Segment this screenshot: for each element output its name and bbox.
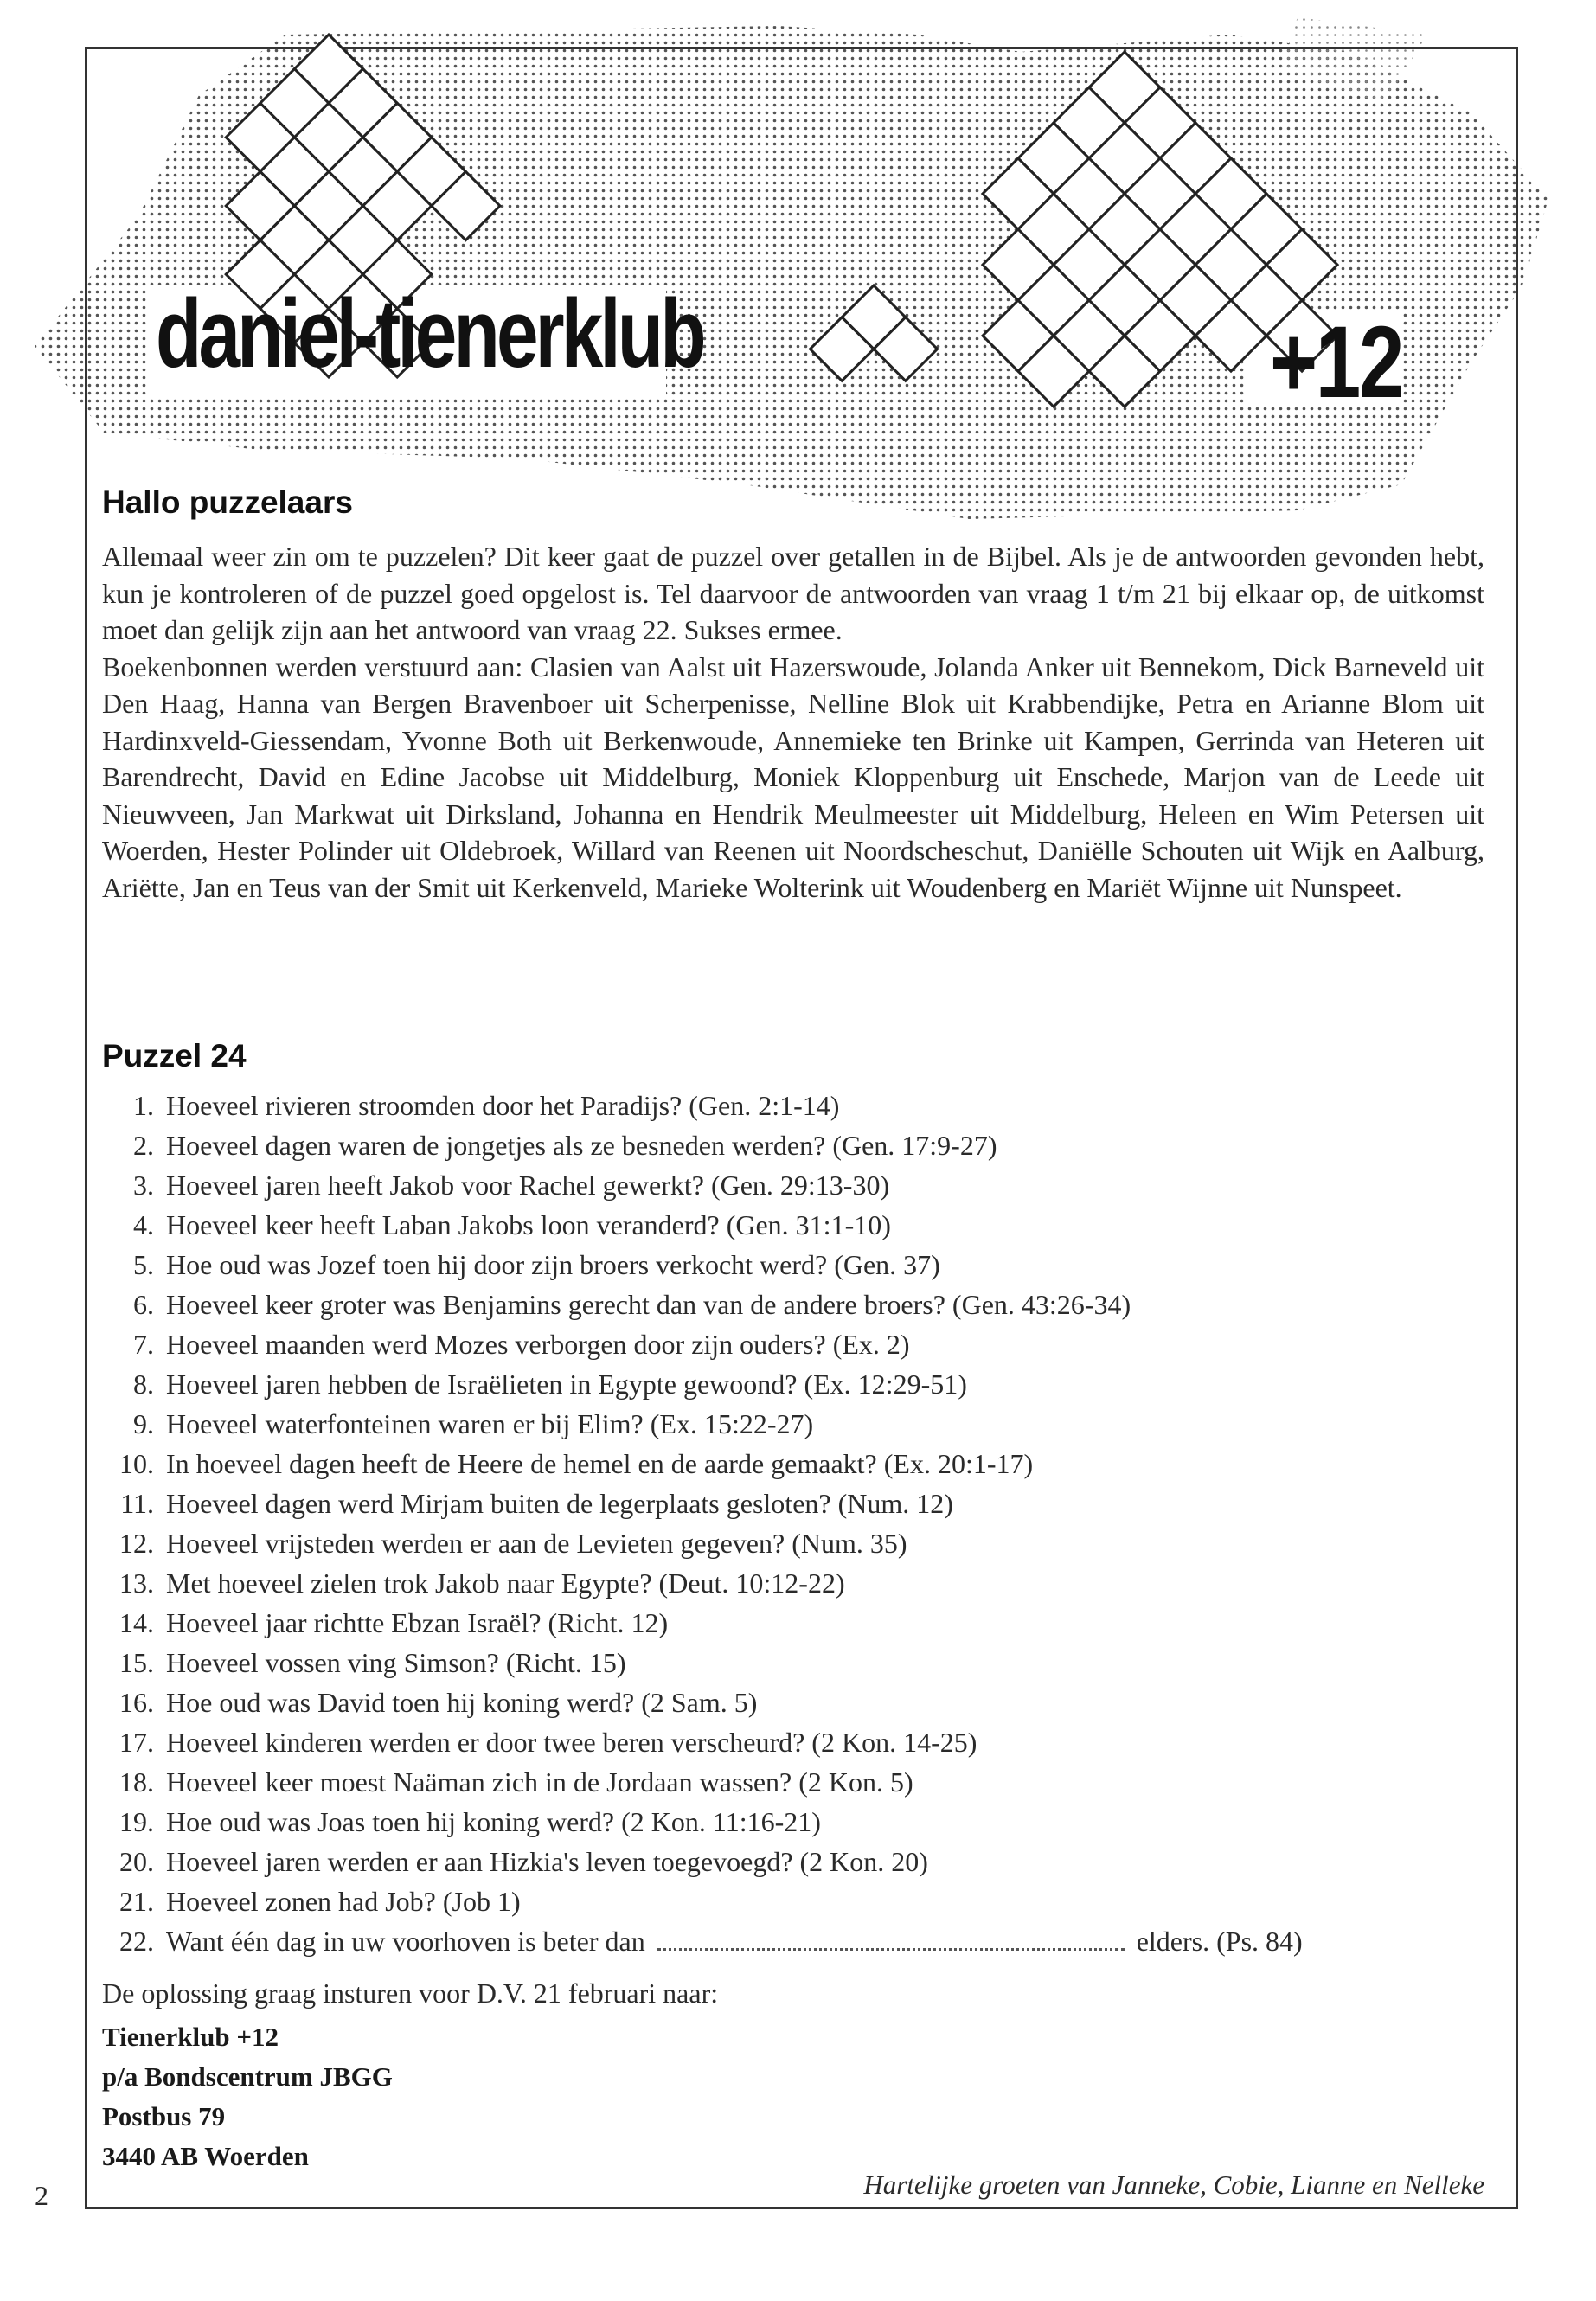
question-text: Hoe oud was David toen hij koning werd? (2 Sam. 5) xyxy=(166,1687,758,1718)
intro-paragraph: Allemaal weer zin om te puzzelen? Dit keer gaat de puzzel over getallen in de Bijbel. Als je de antwoorden gevonden hebt, kun je kontroleren of de puzzel goed opgelost is. Tel daarvoor de antwoorden van vraag 1 t/m 21 bij elkaar op, de uitkomst moet dan gelijk zijn aan het antwoord van vraag 22. Sukses ermee. xyxy=(102,541,1484,645)
address-line: Postbus 79 xyxy=(102,2101,226,2131)
question-text: Hoeveel vrijsteden werden er aan de Levieten gegeven? (Num. 35) xyxy=(166,1528,907,1559)
question-number: 12. xyxy=(119,1528,154,1559)
question-item xyxy=(102,1448,1484,1488)
question-text: Hoeveel keer heeft Laban Jakobs loon veranderd? (Gen. 31:1-10) xyxy=(166,1209,891,1240)
question-number: 8. xyxy=(133,1368,154,1400)
winners-paragraph: Boekenbonnen werden verstuurd aan: Clasien van Aalst uit Hazerswoude, Jolanda Anker uit Bennekom, Dick Barneveld uit Den Haag, Hanna van Bergen Bravenboer uit Scherpenisse, Nelline Blok uit Krabbendijke, Petra en Arianne Blom uit Hardinxveld-Giessendam, Yvonne Both uit Berkenwoude, Annemieke ten Brinke uit Kampen, Gerrinda van Heteren uit Barendrecht, David en Edine Jacobse uit Middelburg, Moniek Kloppenburg uit Enschede, Marjon van de Leede uit Nieuwveen, Jan Markwat uit Dirksland, Johanna en Hendrik Meulmeester uit Middelburg, Heleen en Wim Petersen uit Woerden, Hester Polinder uit Oldebroek, Willard van Reenen uit Noordscheschut, Daniëlle Schouten uit Wijk en Aalburg, Ariëtte, Jan en Teus van der Smit uit Kerkenveld, Marieke Wolterink uit Woudenberg en Mariët Wijnne uit Nunspeet. xyxy=(102,651,1484,903)
question-number: 18. xyxy=(119,1766,154,1798)
intro-heading: Hallo puzzelaars xyxy=(102,484,353,520)
intro-text xyxy=(102,538,1484,906)
question-text: Hoeveel vossen ving Simson? (Richt. 15) xyxy=(166,1647,626,1678)
header-crossword-art xyxy=(0,0,1596,519)
question-number: 13. xyxy=(119,1567,154,1599)
question-text: Hoeveel dagen werd Mirjam buiten de legerplaats gesloten? (Num. 12) xyxy=(166,1488,953,1519)
question-number: 19. xyxy=(119,1806,154,1837)
question-number: 4. xyxy=(133,1209,154,1240)
question-number: 1. xyxy=(133,1090,154,1121)
question-text: Hoeveel rivieren stroomden door het Paradijs? (Gen. 2:1-14) xyxy=(166,1090,840,1121)
klub-title: daniel-tienerklub xyxy=(156,279,703,388)
address-line: p/a Bondscentrum JBGG xyxy=(102,2061,393,2092)
question-item xyxy=(102,1249,1484,1289)
answer-blank-line[interactable] xyxy=(657,1929,1125,1951)
question-number: 14. xyxy=(119,1607,154,1638)
question-item xyxy=(102,1209,1484,1249)
question-text: In hoeveel dagen heeft de Heere de hemel en de aarde gemaakt? (Ex. 20:1-17) xyxy=(166,1448,1034,1479)
question-text: Hoeveel keer groter was Benjamins gerecht dan van de andere broers? (Gen. 43:26-34) xyxy=(166,1289,1131,1320)
question-number: 20. xyxy=(119,1846,154,1877)
question-number: 6. xyxy=(133,1289,154,1320)
question-text: Hoeveel maanden werd Mozes verborgen door zijn ouders? (Ex. 2) xyxy=(166,1329,910,1360)
greeting: Hartelijke groeten van Janneke, Cobie, Lianne en Nelleke xyxy=(863,2170,1484,2200)
question-number: 22. xyxy=(119,1926,154,1957)
question-number: 17. xyxy=(119,1727,154,1758)
address-line: 3440 AB Woerden xyxy=(102,2141,309,2171)
question-item xyxy=(102,1408,1484,1448)
question-number: 2. xyxy=(133,1130,154,1161)
question-text: Hoeveel keer moest Naäman zich in de Jordaan wassen? (2 Kon. 5) xyxy=(166,1766,913,1798)
question-item xyxy=(102,1170,1484,1209)
question-number: 3. xyxy=(133,1170,154,1201)
question-number: 15. xyxy=(119,1647,154,1678)
question-item xyxy=(102,1329,1484,1368)
question-number: 5. xyxy=(133,1249,154,1280)
question-item xyxy=(102,1368,1484,1408)
question-text-before: Want één dag in uw voorhoven is beter dan xyxy=(166,1926,645,1957)
question-text: Met hoeveel zielen trok Jakob naar Egypte? (Deut. 10:12-22) xyxy=(166,1567,845,1599)
submission-instruction: De oplossing graag insturen voor D.V. 21 februari naar: xyxy=(102,1977,719,2009)
question-text: Hoeveel kinderen werden er door twee beren verscheurd? (2 Kon. 14-25) xyxy=(166,1727,977,1758)
question-item xyxy=(102,1607,1484,1647)
question-text: Hoeveel jaar richtte Ebzan Israël? (Richt. 12) xyxy=(166,1607,669,1638)
question-number: 11. xyxy=(120,1488,154,1519)
question-item-last xyxy=(102,1926,1484,1965)
question-item xyxy=(102,1886,1484,1926)
postal-address xyxy=(102,2017,393,2176)
question-item xyxy=(102,1727,1484,1766)
question-item xyxy=(102,1289,1484,1329)
question-item xyxy=(102,1090,1484,1130)
question-item xyxy=(102,1488,1484,1528)
question-item xyxy=(102,1130,1484,1170)
question-text: Hoeveel waterfonteinen waren er bij Elim? (Ex. 15:22-27) xyxy=(166,1408,814,1439)
question-number: 21. xyxy=(119,1886,154,1917)
question-number: 10. xyxy=(119,1448,154,1479)
address-line: Tienerklub +12 xyxy=(102,2022,279,2052)
question-item xyxy=(102,1687,1484,1727)
puzzle-heading: Puzzel 24 xyxy=(102,1038,247,1074)
question-item xyxy=(102,1846,1484,1886)
question-number: 16. xyxy=(119,1687,154,1718)
question-item xyxy=(102,1528,1484,1567)
question-text: Hoeveel dagen waren de jongetjes als ze besneden werden? (Gen. 17:9-27) xyxy=(166,1130,997,1161)
age-badge: +12 xyxy=(1270,305,1402,420)
question-number: 9. xyxy=(133,1408,154,1439)
question-text: Hoeveel jaren werden er aan Hizkia's leven toegevoegd? (2 Kon. 20) xyxy=(166,1846,928,1877)
question-text: Hoe oud was Jozef toen hij door zijn broers verkocht werd? (Gen. 37) xyxy=(166,1249,940,1280)
question-text: Hoeveel jaren hebben de Israëlieten in Egypte gewoond? (Ex. 12:29-51) xyxy=(166,1368,967,1400)
question-text: Hoe oud was Joas toen hij koning werd? (2 Kon. 11:16-21) xyxy=(166,1806,821,1837)
question-number: 7. xyxy=(133,1329,154,1360)
question-item xyxy=(102,1806,1484,1846)
question-list xyxy=(102,1090,1484,1965)
page-number: 2 xyxy=(35,2180,48,2211)
question-text: Hoeveel zonen had Job? (Job 1) xyxy=(166,1886,521,1917)
question-item xyxy=(102,1567,1484,1607)
question-text-after: elders. (Ps. 84) xyxy=(1136,1926,1303,1957)
question-item xyxy=(102,1647,1484,1687)
question-text: Hoeveel jaren heeft Jakob voor Rachel gewerkt? (Gen. 29:13-30) xyxy=(166,1170,890,1201)
question-item xyxy=(102,1766,1484,1806)
